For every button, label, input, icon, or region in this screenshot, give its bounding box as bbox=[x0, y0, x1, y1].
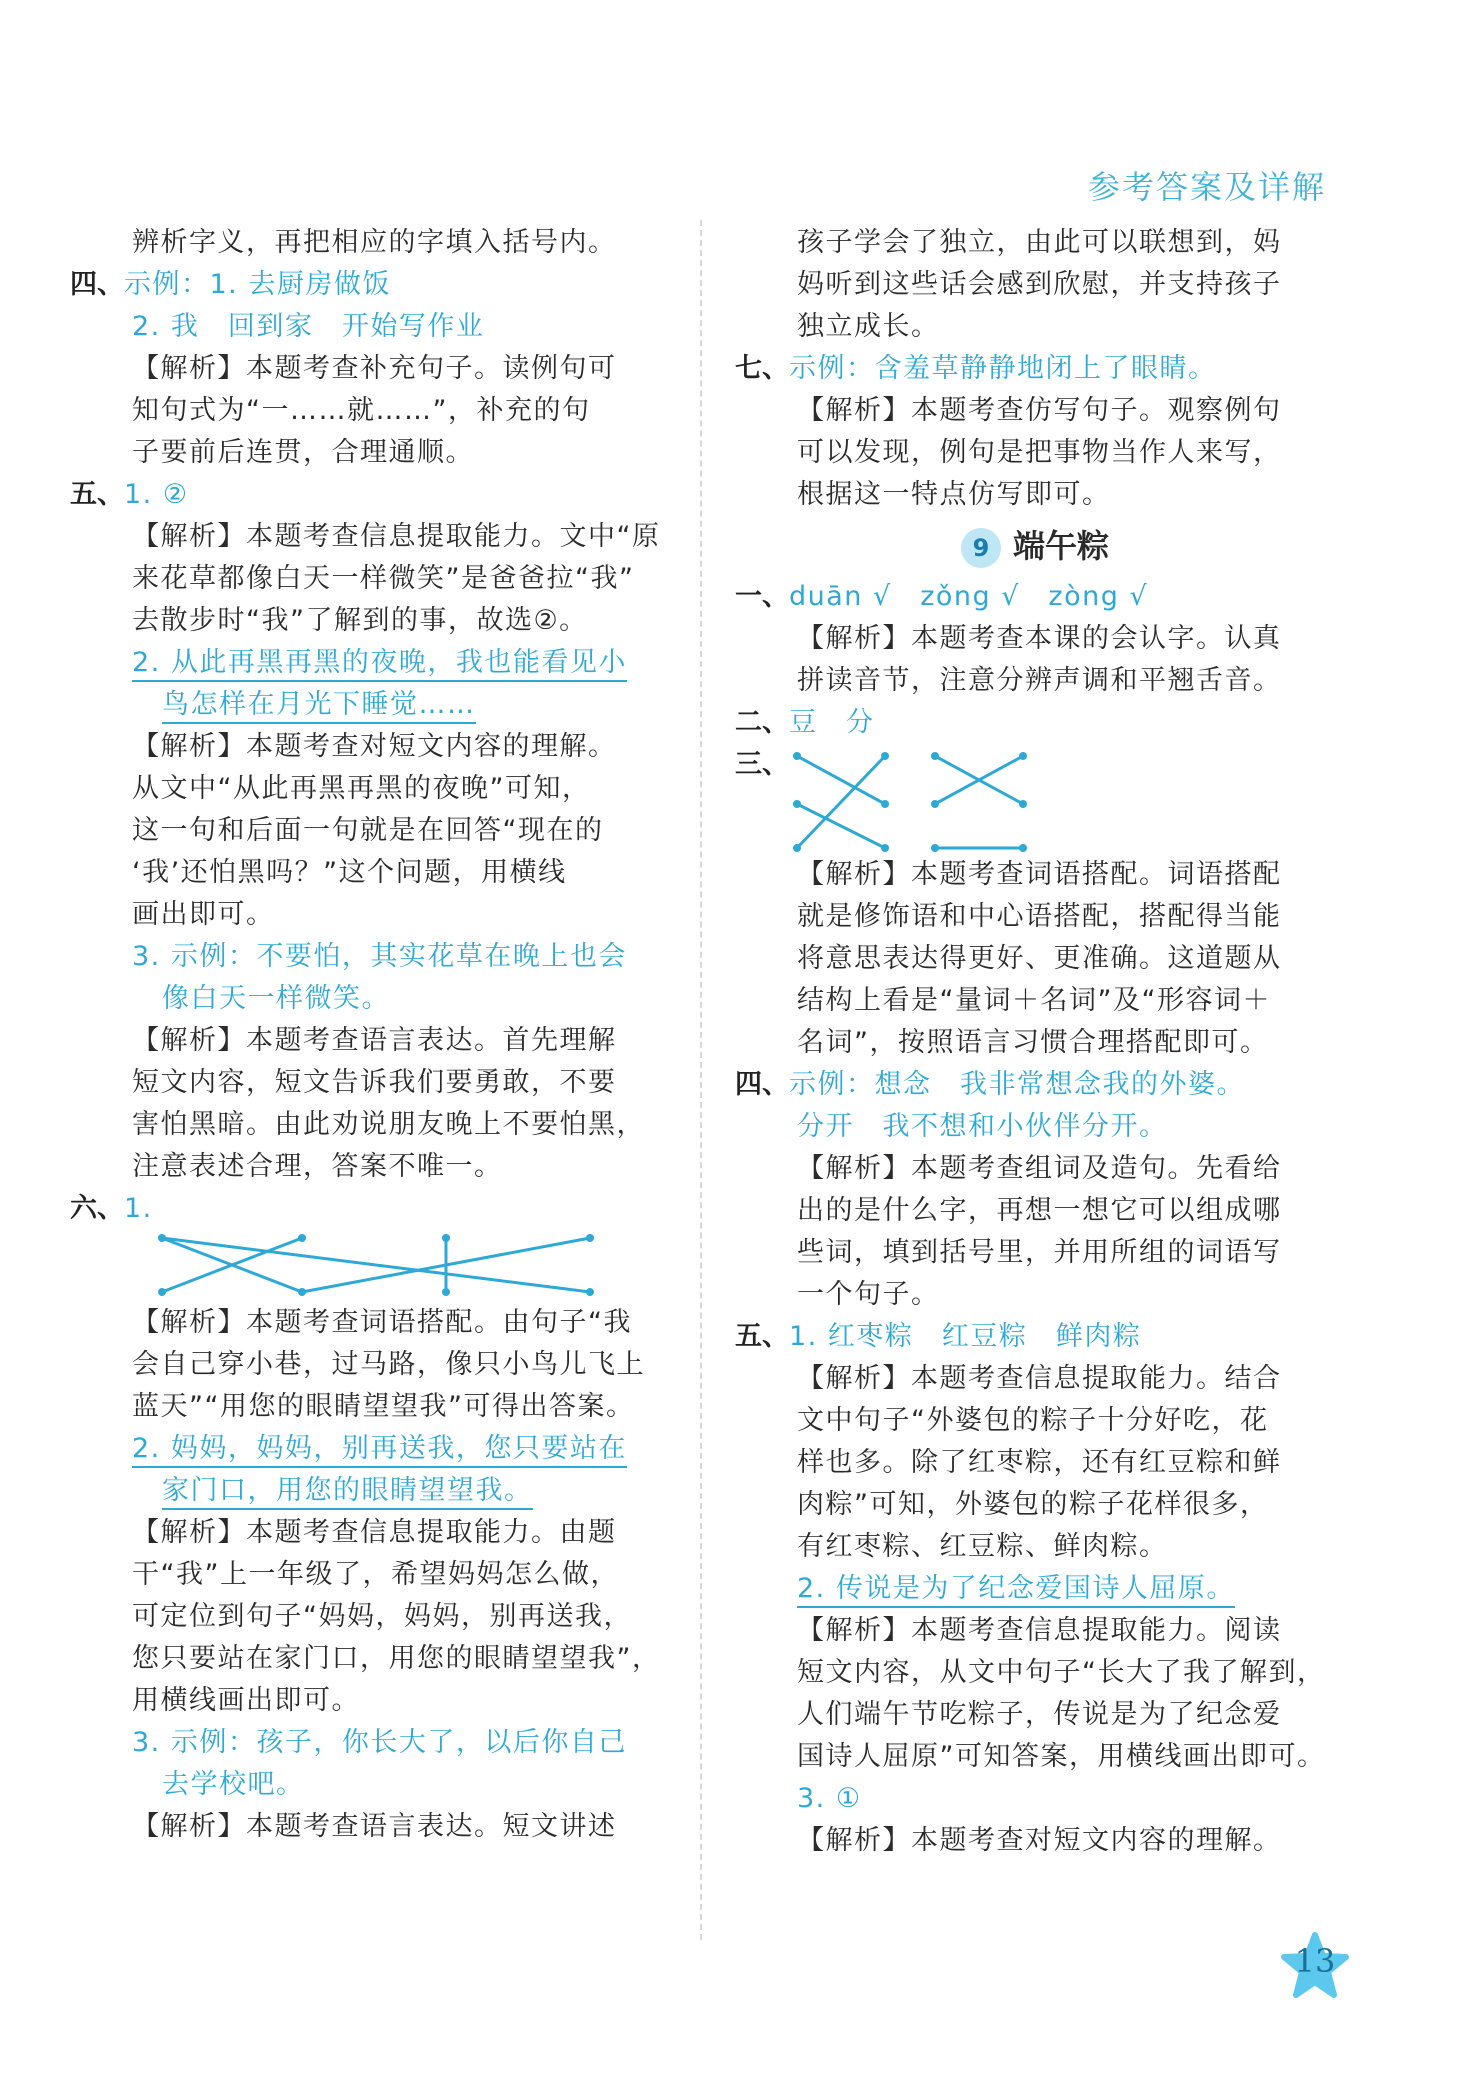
analysis-line: 这一句和后面一句就是在回答“现在的 bbox=[132, 815, 604, 846]
answer-text: 示例：1. 去厨房做饭 bbox=[124, 269, 391, 300]
analysis-line: 害怕黑暗。由此劝说朋友晚上不要怕黑， bbox=[132, 1109, 645, 1140]
analysis-line: 您只要站在家门口，用您的眼睛望望我”， bbox=[132, 1643, 661, 1674]
answer-text: 1. 红枣粽 红豆粽 鲜肉粽 bbox=[789, 1321, 1142, 1352]
left-column bbox=[70, 222, 670, 1848]
analysis-line: 文中句子“外婆包的粽子十分好吃，花 bbox=[797, 1405, 1269, 1436]
section-marker: 二、 bbox=[735, 707, 789, 738]
answer-line bbox=[735, 702, 1335, 744]
match-dot bbox=[158, 1288, 166, 1296]
match-dot bbox=[442, 1234, 450, 1242]
answer-line: 像白天一样微笑。 bbox=[162, 983, 390, 1014]
answer-line bbox=[70, 1470, 670, 1512]
analysis-line: 一个句子。 bbox=[797, 1279, 940, 1310]
analysis-line: 短文内容，短文告诉我们要勇敢，不要 bbox=[132, 1067, 617, 1098]
match-dot bbox=[1019, 844, 1027, 852]
answer-line bbox=[735, 1064, 1335, 1106]
analysis-line: 画出即可。 bbox=[132, 899, 275, 930]
analysis-line: 将意思表达得更好、更准确。这道题从 bbox=[797, 943, 1282, 974]
page-header-title: 参考答案及详解 bbox=[1087, 168, 1326, 206]
analysis-line: 【解析】本题考查对短文内容的理解。 bbox=[797, 1825, 1282, 1856]
match-dot bbox=[442, 1288, 450, 1296]
match-dot bbox=[793, 844, 801, 852]
analysis-line: 蓝天”“用您的眼睛望望我”可得出答案。 bbox=[132, 1391, 635, 1422]
answer-text: 示例：含羞草静静地闭上了眼睛。 bbox=[789, 353, 1217, 384]
page-number-badge bbox=[1280, 1932, 1350, 2002]
analysis-line: 子要前后连贯，合理通顺。 bbox=[132, 437, 474, 468]
analysis-line: 【解析】本题考查对短文内容的理解。 bbox=[132, 731, 617, 762]
underlined-answer: 2. 妈妈，妈妈，别再送我，您只要站在 bbox=[132, 1433, 627, 1468]
section-marker: 六、 bbox=[70, 1193, 124, 1224]
analysis-line: 【解析】本题考查语言表达。短文讲述 bbox=[132, 1811, 617, 1842]
answer-line: 3. 示例：孩子，你长大了，以后你自己 bbox=[132, 1727, 627, 1758]
analysis-line: 【解析】本题考查词语搭配。词语搭配 bbox=[797, 859, 1282, 890]
analysis-line: 样也多。除了红枣粽，还有红豆粽和鲜 bbox=[797, 1447, 1282, 1478]
analysis-line: 来花草都像白天一样微笑”是爸爸拉“我” bbox=[132, 563, 635, 594]
section-marker: 五、 bbox=[70, 479, 124, 510]
text-line: 辨析字义，再把相应的字填入括号内。 bbox=[132, 227, 617, 258]
connector-line bbox=[162, 1238, 590, 1292]
analysis-line: 国诗人屈原”可知答案，用横线画出即可。 bbox=[797, 1741, 1326, 1772]
section-marker: 四、 bbox=[735, 1069, 789, 1100]
column-divider bbox=[700, 220, 702, 1940]
analysis-line: 【解析】本题考查信息提取能力。由题 bbox=[132, 1517, 617, 1548]
answer-text: 示例：想念 我非常想念我的外婆。 bbox=[789, 1069, 1245, 1100]
match-dot bbox=[931, 752, 939, 760]
match-dot bbox=[298, 1288, 306, 1296]
analysis-line: 知句式为“一……就……”，补充的句 bbox=[132, 395, 591, 426]
lesson-title bbox=[735, 516, 1335, 576]
section-marker: 一、 bbox=[735, 581, 789, 612]
connector-line bbox=[797, 756, 885, 848]
analysis-line: 结构上看是“量词＋名词”及“形容词＋ bbox=[797, 985, 1271, 1016]
match-dot bbox=[881, 800, 889, 808]
analysis-line: 肉粽”可知，外婆包的粽子花样很多， bbox=[797, 1489, 1269, 1520]
match-dot bbox=[881, 752, 889, 760]
lesson-title-text: 端午粽 bbox=[1012, 527, 1109, 565]
match-dot bbox=[931, 844, 939, 852]
analysis-line: 【解析】本题考查补充句子。读例句可 bbox=[132, 353, 617, 384]
answer-text: 1. ② bbox=[124, 479, 189, 510]
analysis-line: 会自己穿小巷，过马路，像只小鸟儿飞上 bbox=[132, 1349, 645, 1380]
underlined-answer: 家门口，用您的眼睛望望我。 bbox=[162, 1475, 533, 1510]
answer-line: 去学校吧。 bbox=[162, 1769, 305, 1800]
section-marker: 五、 bbox=[735, 1321, 789, 1352]
answer-text: 豆 分 bbox=[789, 707, 875, 738]
analysis-line: 些词，填到括号里，并用所组的词语写 bbox=[797, 1237, 1282, 1268]
analysis-line: 短文内容，从文中句子“长大了我了解到， bbox=[797, 1657, 1326, 1688]
answer-line bbox=[70, 684, 670, 726]
answer-text: 1. bbox=[124, 1193, 153, 1224]
matching-area bbox=[735, 744, 1335, 854]
analysis-line: 干“我”上一年级了，希望妈妈怎么做， bbox=[132, 1559, 619, 1590]
pinyin-answer: duān √ zǒng √ zòng √ bbox=[789, 581, 1149, 612]
analysis-line: 【解析】本题考查组词及造句。先看给 bbox=[797, 1153, 1282, 1184]
text-line: 妈听到这些话会感到欣慰，并支持孩子 bbox=[797, 269, 1282, 300]
analysis-line: 【解析】本题考查语言表达。首先理解 bbox=[132, 1025, 617, 1056]
match-dot bbox=[586, 1234, 594, 1242]
lesson-number-badge: 9 bbox=[961, 528, 1001, 568]
match-dot bbox=[586, 1288, 594, 1296]
answer-line: 3. ① bbox=[797, 1783, 862, 1814]
match-dot bbox=[158, 1234, 166, 1242]
analysis-line: 去散步时“我”了解到的事，故选②。 bbox=[132, 605, 588, 636]
match-dot bbox=[1019, 752, 1027, 760]
analysis-line: 拼读音节，注意分辨声调和平翘舌音。 bbox=[797, 665, 1282, 696]
answer-line bbox=[735, 1316, 1335, 1358]
match-dot bbox=[931, 800, 939, 808]
analysis-line: 注意表述合理，答案不唯一。 bbox=[132, 1151, 503, 1182]
analysis-line: 就是修饰语和中心语搭配，搭配得当能 bbox=[797, 901, 1282, 932]
section-marker: 三、 bbox=[735, 749, 789, 780]
underlined-answer: 2. 传说是为了纪念爱国诗人屈原。 bbox=[797, 1573, 1235, 1608]
analysis-line: 【解析】本题考查词语搭配。由句子“我 bbox=[132, 1307, 632, 1338]
right-column bbox=[735, 222, 1335, 1862]
match-dot bbox=[1019, 800, 1027, 808]
connector-line bbox=[797, 756, 885, 804]
match-dot bbox=[881, 844, 889, 852]
matching-lines-graphic bbox=[735, 744, 1335, 854]
page-number: 13 bbox=[1294, 1942, 1336, 1980]
answer-line: 2. 我 回到家 开始写作业 bbox=[132, 311, 485, 342]
analysis-line: 【解析】本题考查仿写句子。观察例句 bbox=[797, 395, 1282, 426]
matching-lines-graphic bbox=[70, 1230, 670, 1302]
matching-lines bbox=[70, 1230, 670, 1302]
answer-line bbox=[70, 474, 670, 516]
analysis-line: ‘我’还怕黑吗？”这个问题，用横线 bbox=[132, 857, 567, 888]
answer-line bbox=[70, 642, 670, 684]
match-dot bbox=[793, 800, 801, 808]
text-line: 独立成长。 bbox=[797, 311, 940, 342]
analysis-line: 根据这一特点仿写即可。 bbox=[797, 479, 1111, 510]
text-line: 孩子学会了独立，由此可以联想到，妈 bbox=[797, 227, 1282, 258]
answer-line: 3. 示例：不要怕，其实花草在晚上也会 bbox=[132, 941, 627, 972]
answer-line: 分开 我不想和小伙伴分开。 bbox=[797, 1111, 1168, 1142]
answer-line bbox=[70, 1428, 670, 1470]
analysis-line: 人们端午节吃粽子，传说是为了纪念爱 bbox=[797, 1699, 1282, 1730]
analysis-line: 出的是什么字，再想一想它可以组成哪 bbox=[797, 1195, 1282, 1226]
analysis-line: 有红枣粽、红豆粽、鲜肉粽。 bbox=[797, 1531, 1168, 1562]
analysis-line: 可定位到句子“妈妈，妈妈，别再送我， bbox=[132, 1601, 632, 1632]
answer-line bbox=[735, 348, 1335, 390]
analysis-line: 用横线画出即可。 bbox=[132, 1685, 360, 1716]
analysis-line: 名词”，按照语言习惯合理搭配即可。 bbox=[797, 1027, 1269, 1058]
section-marker: 七、 bbox=[735, 353, 789, 384]
match-dot bbox=[298, 1234, 306, 1242]
match-dot bbox=[793, 752, 801, 760]
connector-line bbox=[797, 804, 885, 848]
analysis-line: 【解析】本题考查信息提取能力。阅读 bbox=[797, 1615, 1282, 1646]
analysis-line: 可以发现，例句是把事物当作人来写， bbox=[797, 437, 1282, 468]
underlined-answer: 2. 从此再黑再黑的夜晚，我也能看见小 bbox=[132, 647, 627, 682]
analysis-line: 从文中“从此再黑再黑的夜晚”可知， bbox=[132, 773, 591, 804]
analysis-line: 【解析】本题考查信息提取能力。文中“原 bbox=[132, 521, 661, 552]
analysis-line: 【解析】本题考查本课的会认字。认真 bbox=[797, 623, 1282, 654]
underlined-answer: 鸟怎样在月光下睡觉…… bbox=[162, 689, 476, 724]
answer-line bbox=[735, 576, 1335, 618]
answer-line bbox=[70, 1188, 670, 1230]
answer-line bbox=[70, 264, 670, 306]
analysis-line: 【解析】本题考查信息提取能力。结合 bbox=[797, 1363, 1282, 1394]
answer-line bbox=[735, 1568, 1335, 1610]
section-marker: 四、 bbox=[70, 269, 124, 300]
